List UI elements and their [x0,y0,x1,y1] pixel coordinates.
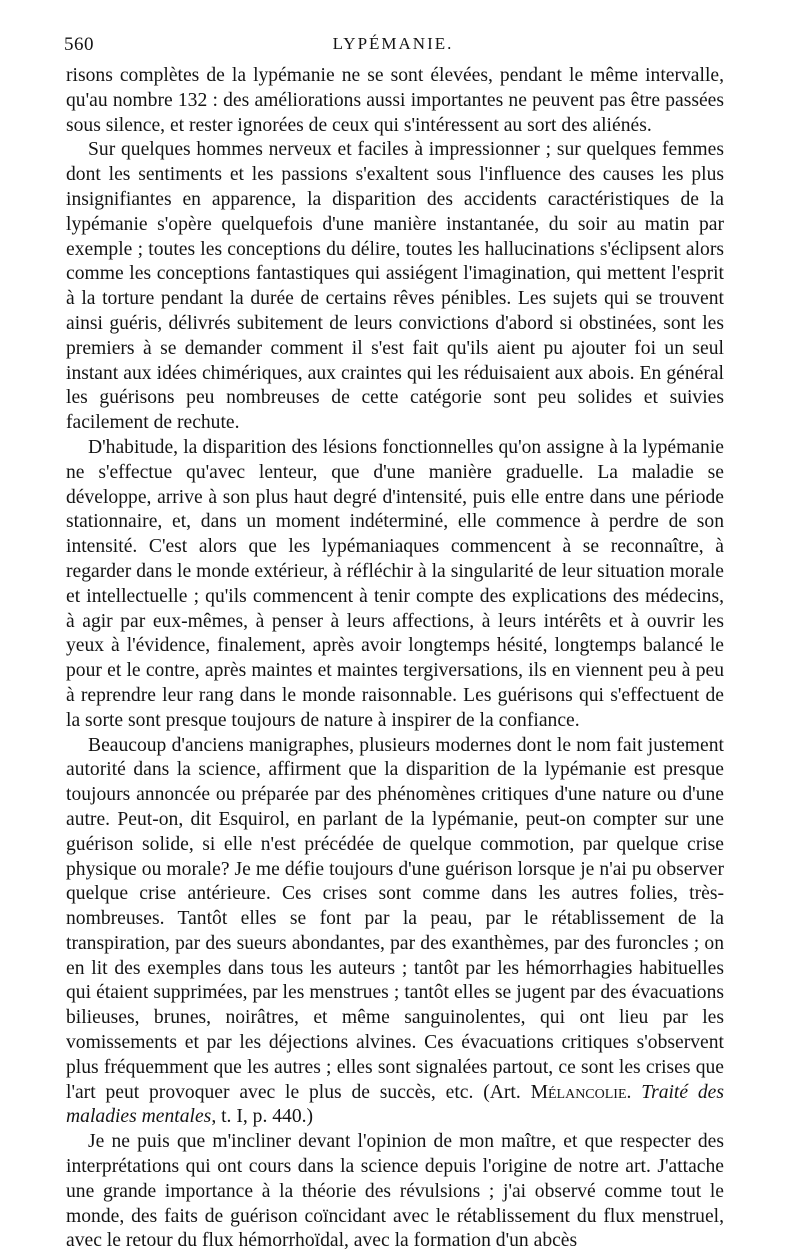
paragraph-gradual-cures: D'habitude, la disparition des lésions fonctionnelles qu'on assigne à la lypémanie ne s'effectue qu'avec lenteur, que d'une manière graduelle. La maladie se développe, arrive à son plus haut degré d'intensité, puis elle entre dans une période stationnaire, et, dans un moment indéterminé, elle commence à perdre de son intensité. C'est alors que les lypémaniaques commencent à se reconnaître, à regarder dans le monde extérieur, à réfléchir à la singularité de leur situation morale et intellectuelle ; qu'ils commencent à tenir compte des explications des médecins, à agir par eux-mêmes, à penser à leurs affections, à leurs intérêts et à ouvrir les yeux à l'évidence, finalement, après avoir longtemps hésité, longtemps balancé le pour et le contre, après maintes et maintes tergiversations, ils en viennent peu à peu à reprendre leur rang dans le monde raisonnable. Les guérisons qui s'effectuent de la sorte sont presque toujours de nature à inspirer de la confiance. [66,436,724,731]
paragraph-sudden-cures: Sur quelques hommes nerveux et faciles à impressionner ; sur quelques femmes dont les sentiments et les passions s'exaltent sous l'influence des causes les plus insignifiantes en apparence, la disparition des accidents caractéristiques de la lypémanie s'opère quelquefois d'une manière instantanée, du soir au matin par exemple ; toutes les conceptions du délire, toutes les hallucinations s'éclipsent alors comme les conceptions fantastiques qui assiégent l'imagination, qui mettent l'esprit à la torture pendant la durée de certains rêves pénibles. Les sujets qui se trouvent ainsi guéris, délivrés subitement de leurs convictions d'abord si obstinées, sont les premiers à se demander comment il s'est fait qu'ils aient pu ajouter foi un seul instant aux idées chimériques, aux craintes qui les réduisaient aux abois. En général les guérisons peu nombreuses de cette catégorie sont peu solides et suivies facilement de rechute. [66,139,724,434]
paragraph-continuation: risons complètes de la lypémanie ne se sont élevées, pendant le même intervalle, qu'au nombre 132 : des améliorations aussi importantes ne peuvent pas être passées sous silence, et rester ignorées de ceux qui s'intéressent au sort des aliénés. [66,65,724,136]
citation-reference: , t. I, p. 440.) [211,1106,314,1128]
page-number: 560 [64,34,94,55]
running-title: LYPÉMANIE. [332,34,454,53]
body-text [66,64,724,1254]
page-header [64,34,722,64]
paragraph-esquirol-quote [66,734,724,1131]
article-name: Mélancolie [530,1081,627,1103]
work-title: Traité des maladies mentales [66,1081,725,1128]
quote-text: Beaucoup d'anciens manigraphes, plusieurs modernes dont le nom fait justement autorité dans la science, affirment que la disparition de la lypémanie est presque toujours annoncée ou préparée par des phénomènes critiques d'une nature ou d'une autre. Peut-on, dit Esquirol, en parlant de la lypémanie, peut-on compter sur une guérison solide, si elle n'est précédée de quelque commotion, par quelque crise physique ou morale? Je me défie toujours d'une guérison lorsque je n'ai pu observer quelque crise antérieure. Ces crises sont comme dans les autres folies, très-nombreuses. Tantôt elles se font par la peau, par le rétablissement de la transpiration, par des sueurs abondantes, par des exanthèmes, par des furoncles ; on en lit des exemples dans tous les auteurs ; tantôt par les hémorrhagies habituelles qui étaient supprimées, par les menstrues ; tantôt elles se jugent par des évacuations bilieuses, brunes, noirâtres, et même sanguinolentes, qui ont lieu par les vomissements et par les déjections alvines. Ces évacuations critiques s'observent plus fréquemment que les autres ; elles sont signalées partout, ce sont les crises que l'art peut provoquer avec le plus de succès, etc. (Art. [66,734,724,1103]
paragraph-author-opinion: Je ne puis que m'incliner devant l'opinion de mon maître, et que respecter des interprétations qui ont cours dans la science depuis l'origine de notre art. J'attache une grande importance à la théorie des révulsions ; j'ai observé comme tout le monde, des faits de guérison coïncidant avec le rétablissement du flux menstruel, avec le retour du flux hémorrhoïdal, avec la formation d'un abcès [66,1131,724,1252]
citation-separator: . [626,1081,642,1103]
